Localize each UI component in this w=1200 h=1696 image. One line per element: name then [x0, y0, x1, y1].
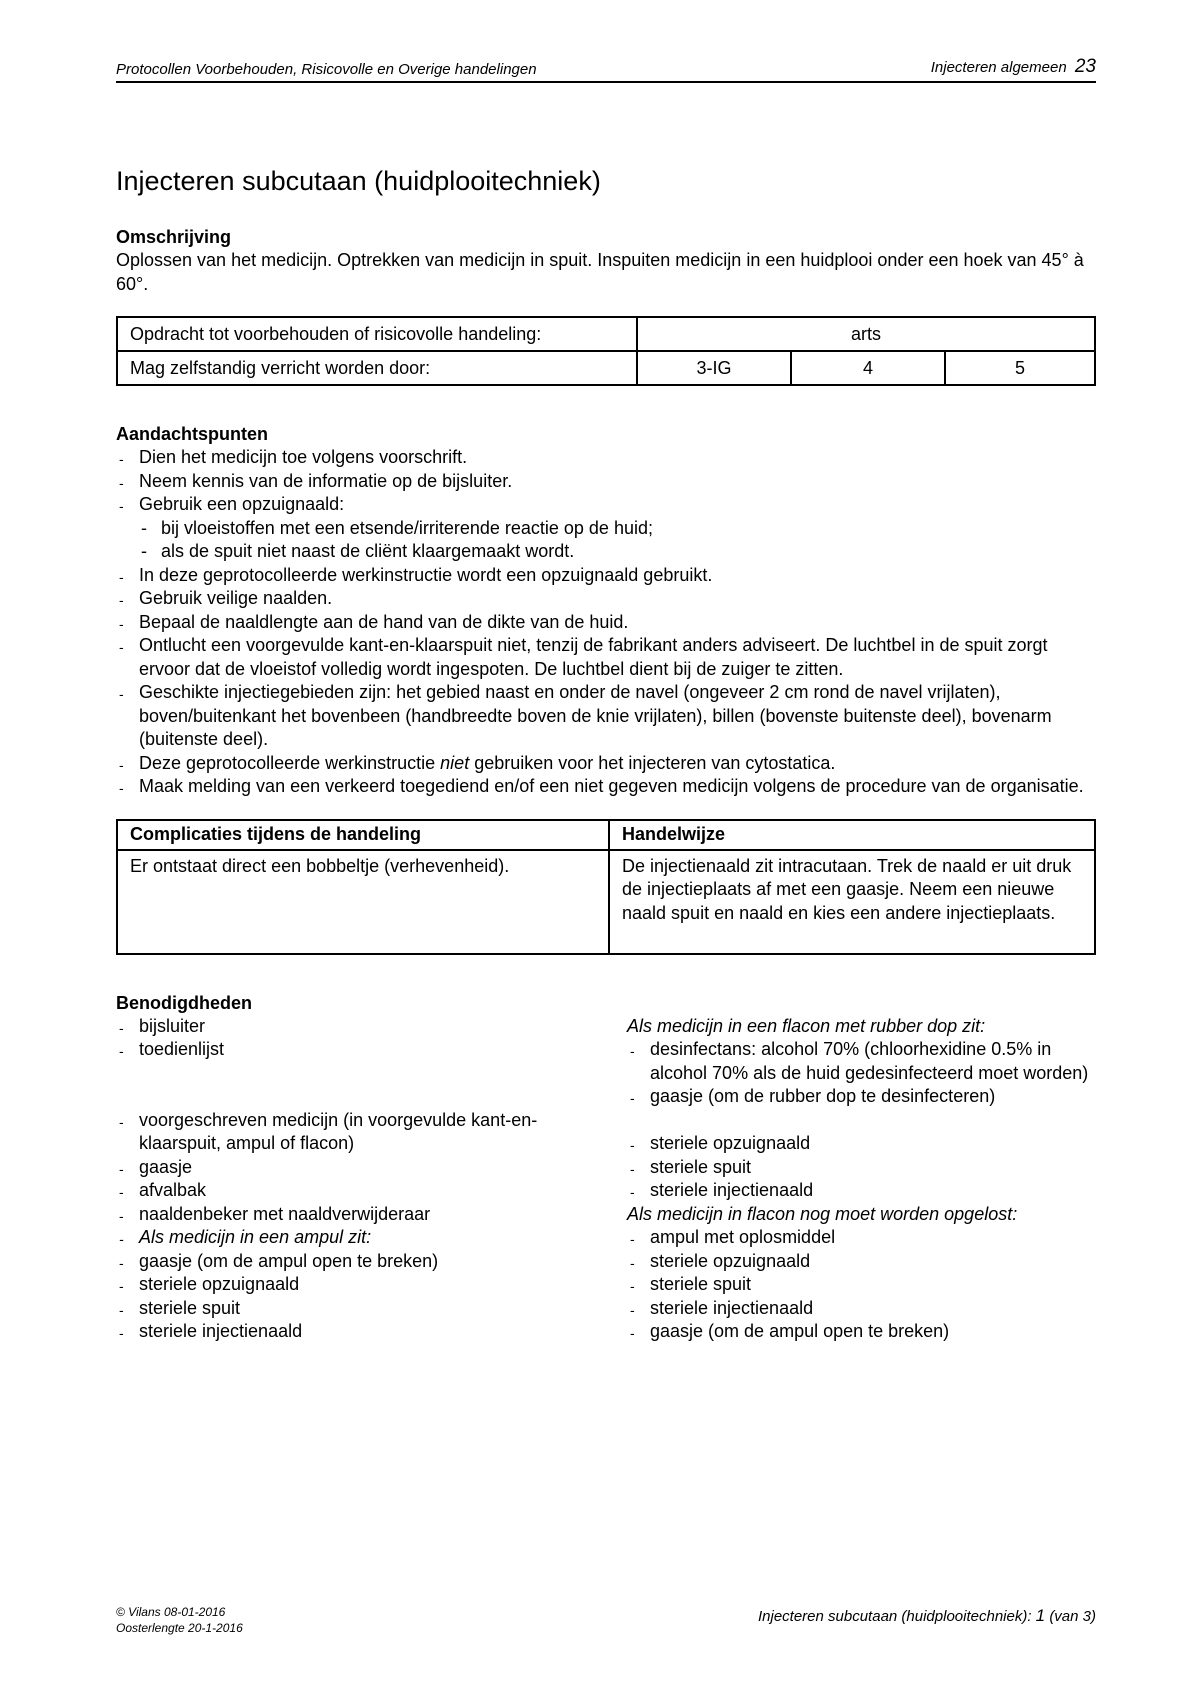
list-item: - steriele spuit	[627, 1273, 1096, 1297]
list-item: - Maak melding van een verkeerd toegediend en/of een niet gegeven medicijn volgens de procedure van de organisatie.	[116, 775, 1096, 799]
list-item: - Bepaal de naaldlengte aan de hand van de dikte van de huid.	[116, 611, 1096, 635]
table-cell: Opdracht tot voorbehouden of risicovolle handeling:	[117, 317, 637, 351]
header-right	[931, 56, 1096, 78]
footer-page-number: 1	[1035, 1606, 1046, 1625]
list-item: - Ontlucht een voorgevulde kant-en-klaarspuit niet, tenzij de fabrikant anders adviseert. De luchtbel in de spuit zorgt ervoor dat de vloeistof volledig wordt ingespoten. De luchtbel dient bij de zuiger te zitten.	[116, 634, 1096, 681]
omschrijving-heading: Omschrijving	[116, 227, 232, 248]
header-left: Protocollen Voorbehouden, Risicovolle en Overige handelingen	[116, 61, 537, 78]
complications-table	[116, 819, 1096, 955]
table-cell: De injectienaald zit intracutaan. Trek de naald er uit druk de injectieplaats af met een gaasje. Neem een nieuwe naald spuit en naald en kies een andere injectieplaats.	[609, 850, 1095, 954]
table-row	[117, 317, 1095, 351]
supplies-list	[627, 1226, 1096, 1344]
list-item: - bijsluiter	[116, 1015, 607, 1039]
table-header-cell: Handelwijze	[609, 820, 1095, 850]
header-section: Injecteren algemeen	[930, 59, 1067, 76]
table-row	[117, 850, 1095, 954]
table-cell: arts	[637, 317, 1095, 351]
list-item: - als de spuit niet naast de cliënt klaargemaakt wordt.	[139, 540, 1096, 564]
list-item: - ampul met oplosmiddel	[627, 1226, 1096, 1250]
table-cell: 3-IG	[637, 351, 791, 385]
aandachtspunten-list	[116, 446, 1096, 799]
aandachtspunten-heading: Aandachtspunten	[116, 424, 269, 445]
footer-copyright: © Vilans 08-01-2016	[116, 1605, 226, 1619]
table-header-row	[117, 820, 1095, 850]
list-item: - steriele injectienaald	[116, 1320, 607, 1344]
list-item: - voorgeschreven medicijn (in voorgevulde kant-en-klaarspuit, ampul of flacon)	[116, 1109, 607, 1156]
list-item: - desinfectans: alcohol 70% (chloorhexidine 0.5% in alcohol 70% als de huid gedesinfecteerd moet worden)	[627, 1038, 1096, 1085]
benodigdheden-heading: Benodigdheden	[116, 992, 252, 1013]
table-row	[117, 351, 1095, 385]
list-item: - naaldenbeker met naaldverwijderaar	[116, 1203, 607, 1227]
omschrijving-text: Oplossen van het medicijn. Optrekken van medicijn in spuit. Inspuiten medicijn in een huidplooi onder een hoek van 45° à 60°.	[116, 250, 1084, 294]
benodigdheden-right-column	[607, 1015, 1096, 1344]
list-item: - Dien het medicijn toe volgens voorschrift.	[116, 446, 1096, 470]
list-item: - steriele injectienaald	[627, 1179, 1096, 1203]
list-item: - Geschikte injectiegebieden zijn: het gebied naast en onder de navel (ongeveer 2 cm rond de navel vrijlaten), boven/buitenkant het bovenbeen (handbreedte boven de knie vrijlaten), billen (bovenste buitenste deel), bovenarm (buitenste deel).	[116, 681, 1096, 752]
list-item: - steriele spuit	[116, 1297, 607, 1321]
document-page	[116, 56, 1096, 1344]
footer-page-total: (van 3)	[1049, 1608, 1096, 1625]
emphasis-text: niet	[440, 752, 470, 773]
footer-reviewer: Oosterlengte 20-1-2016	[116, 1621, 243, 1635]
list-item: - bij vloeistoffen met een etsende/irriterende reactie op de huid;	[139, 517, 1096, 541]
list-item: - gaasje (om de ampul open te breken)	[627, 1320, 1096, 1344]
list-item-text: Gebruik een opzuignaald:	[139, 494, 345, 515]
list-item: - Neem kennis van de informatie op de bijsluiter.	[116, 470, 1096, 494]
table-cell: 4	[791, 351, 945, 385]
benodigdheden-left-column	[116, 1015, 607, 1344]
list-item: - In deze geprotocolleerde werkinstructie wordt een opzuignaald gebruikt.	[116, 564, 1096, 588]
footer-title: Injecteren subcutaan (huidplooitechniek):	[757, 1608, 1032, 1625]
list-item: - toedienlijst	[116, 1038, 607, 1062]
list-item-text: gebruiken voor het injecteren van cytostatica.	[474, 752, 836, 773]
table-cell: Mag zelfstandig verricht worden door:	[117, 351, 637, 385]
page-title: Injecteren subcutaan (huidplooitechniek)	[116, 166, 601, 196]
list-item: - steriele spuit	[627, 1156, 1096, 1180]
benodigdheden-section	[116, 991, 1096, 1344]
list-item: - gaasje	[116, 1156, 607, 1180]
header-page-number: 23	[1074, 56, 1096, 77]
omschrijving-section	[116, 225, 1096, 296]
list-item: - steriele injectienaald	[627, 1297, 1096, 1321]
authorization-table	[116, 316, 1096, 386]
list-item: - afvalbak	[116, 1179, 607, 1203]
list-item: - steriele opzuignaald	[116, 1273, 607, 1297]
footer-right	[758, 1606, 1096, 1626]
list-item	[116, 493, 1096, 564]
table-cell: 5	[945, 351, 1095, 385]
table-cell: Er ontstaat direct een bobbeltje (verhevenheid).	[117, 850, 609, 954]
supplies-sublabel: Als medicijn in een flacon met rubber dop zit:	[627, 1015, 986, 1036]
supplies-sublabel: Als medicijn in flacon nog moet worden opgelost:	[627, 1203, 1018, 1224]
list-item: - steriele opzuignaald	[627, 1132, 1096, 1156]
list-item	[116, 752, 1096, 776]
list-item: - Gebruik veilige naalden.	[116, 587, 1096, 611]
footer-left	[116, 1604, 243, 1636]
list-item-text: Deze geprotocolleerde werkinstructie	[139, 752, 436, 773]
list-item: - gaasje (om de rubber dop te desinfecteren)	[627, 1085, 1096, 1109]
page-header	[116, 56, 1096, 83]
table-header-cell: Complicaties tijdens de handeling	[117, 820, 609, 850]
aandachtspunten-section	[116, 422, 1096, 799]
benodigdheden-columns	[116, 1015, 1096, 1344]
sub-list	[139, 517, 1096, 564]
list-item: - steriele opzuignaald	[627, 1250, 1096, 1274]
supplies-list	[116, 1015, 607, 1344]
list-item: - gaasje (om de ampul open te breken)	[116, 1250, 607, 1274]
list-item: - Als medicijn in een ampul zit:	[116, 1226, 607, 1250]
supplies-list	[627, 1038, 1096, 1203]
